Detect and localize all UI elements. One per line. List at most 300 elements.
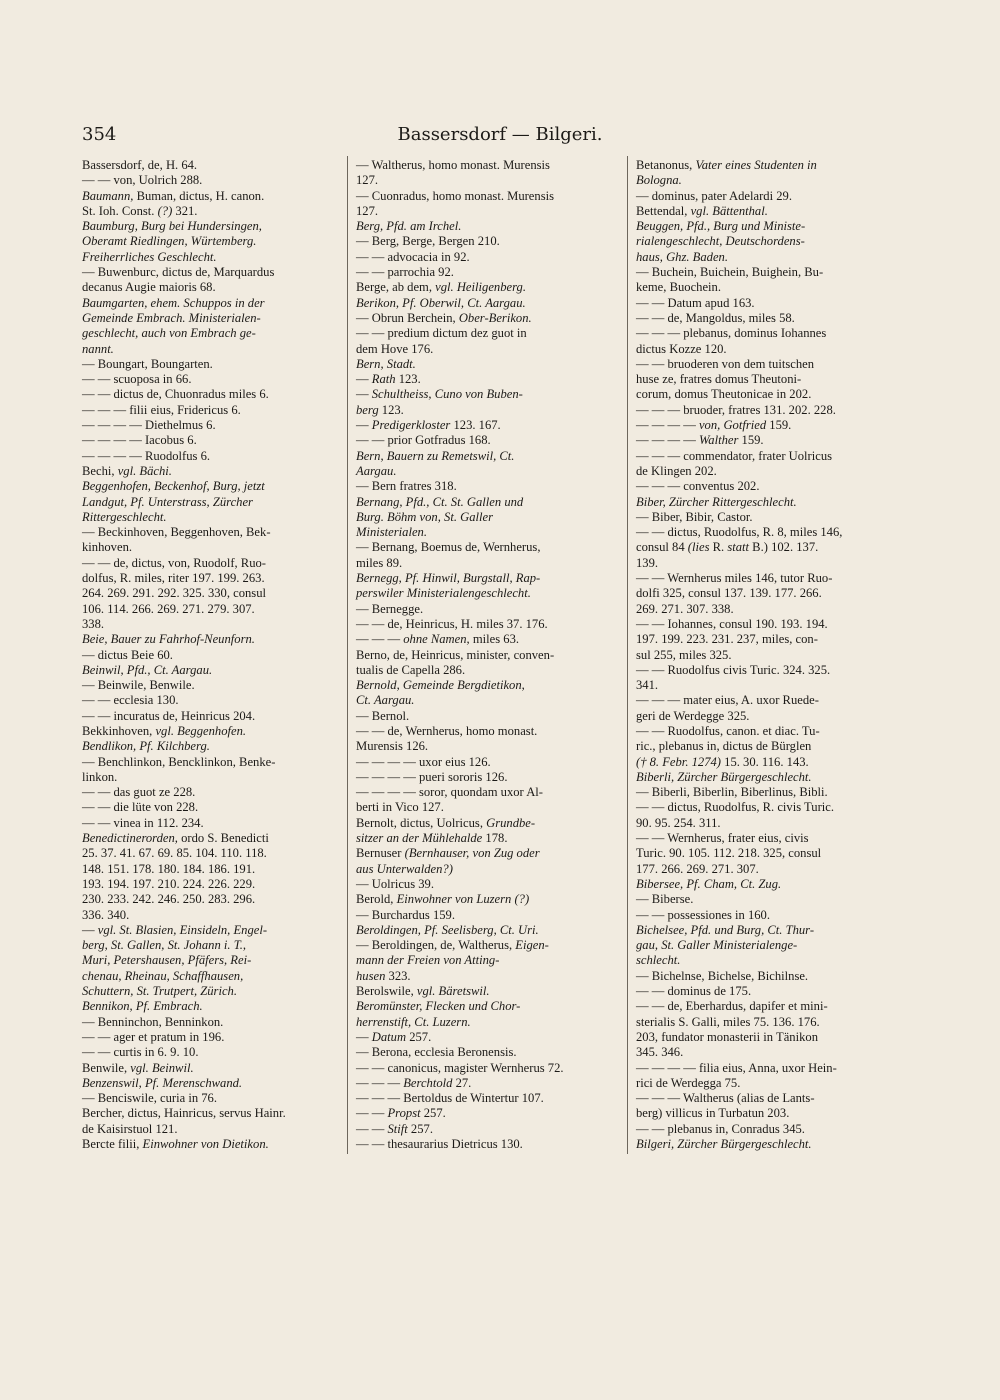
entry-segment: vgl. St. Blasien, Einsideln, Engel-	[97, 922, 268, 937]
entry-segment: Ober-Berikon.	[458, 310, 532, 325]
entry-segment: decanus Augie maioris 68.	[82, 280, 216, 295]
entry-segment: berg) villicus in Turbatun 203.	[636, 1106, 790, 1121]
entry-segment: — — prior Gotfradus 168.	[356, 433, 491, 448]
entry-segment: Rath	[371, 372, 396, 387]
entry-segment: berti in Vico 127.	[356, 800, 444, 815]
entry-segment: St. Ioh. Const.	[82, 203, 158, 218]
entry-segment: — — Wernherus, frater eius, civis	[636, 831, 809, 846]
entry-segment: Propst	[387, 1106, 421, 1121]
index-entry-line	[82, 846, 344, 861]
entry-segment: — — Ruodolfus civis Turic. 324. 325.	[636, 662, 831, 677]
entry-segment: Bernang, Pfd., Ct. St. Gallen und	[356, 494, 524, 509]
index-entry-line	[82, 433, 344, 448]
entry-segment: geschlecht, auch von Embrach ge-	[82, 326, 256, 341]
entry-segment: 338.	[82, 616, 105, 631]
entry-segment: linkon.	[82, 769, 118, 784]
index-column-1	[82, 158, 344, 1152]
index-entry-line	[82, 571, 344, 586]
index-entry-line	[636, 403, 898, 418]
entry-segment: — — dominus de 175.	[636, 984, 752, 999]
entry-segment: — — —	[356, 632, 404, 647]
entry-segment: — — — Waltherus (alias de Lants-	[636, 1091, 815, 1106]
index-entry-line	[356, 831, 618, 846]
index-entry-line	[636, 1061, 898, 1076]
column-divider	[347, 156, 348, 1154]
index-entry-line	[356, 189, 618, 204]
entry-segment: keme, Buochein.	[636, 280, 721, 295]
index-entry-line	[636, 846, 898, 861]
index-entry-line	[82, 250, 344, 265]
entry-segment: — Obrun Berchein,	[356, 310, 459, 325]
entry-segment: — — von, Uolrich 288.	[82, 173, 203, 188]
entry-segment: aus Unterwalden?)	[356, 861, 453, 876]
index-entry-line	[356, 372, 618, 387]
entry-segment: Bibersee, Pf. Cham, Ct. Zug.	[636, 876, 782, 891]
index-entry-line	[82, 800, 344, 815]
entry-segment: 203, fundator monasterii in Tänikon	[636, 1029, 818, 1044]
entry-segment: vgl. Heiligenberg.	[435, 280, 526, 295]
index-entry-line	[356, 953, 618, 968]
entry-segment: Aargau.	[356, 463, 397, 478]
index-entry-line	[82, 158, 344, 173]
entry-segment: Bichelsee, Pfd. und Burg, Ct. Thur-	[636, 922, 815, 937]
entry-segment: vgl. Bächi.	[117, 463, 172, 478]
entry-segment: — Bernegge.	[356, 601, 424, 616]
index-entry-line	[356, 785, 618, 800]
entry-segment: 257.	[420, 1106, 446, 1121]
index-entry-line	[82, 296, 344, 311]
entry-segment: — — — — soror, quondam uxor Al-	[356, 785, 543, 800]
index-entry-line	[82, 663, 344, 678]
index-entry-line	[356, 403, 618, 418]
entry-segment: consul 84	[636, 540, 688, 555]
entry-segment: — — — — filia eius, Anna, uxor Hein-	[636, 1060, 837, 1075]
index-entry-line	[356, 449, 618, 464]
entry-segment: Bern, Stadt.	[356, 356, 416, 371]
index-entry-line	[636, 678, 898, 693]
index-entry-line	[636, 663, 898, 678]
index-entry-line	[636, 479, 898, 494]
index-entry-line	[356, 586, 618, 601]
entry-segment: R.	[709, 540, 728, 555]
index-entry-line	[356, 387, 618, 402]
entry-segment: miles 89.	[356, 555, 403, 570]
entry-segment: — Biberse.	[636, 892, 694, 907]
entry-segment: — Bern fratres 318.	[356, 479, 457, 494]
entry-segment: — — de, Heinricus, H. miles 37. 176.	[356, 616, 548, 631]
entry-segment: ohne Namen,	[403, 632, 470, 647]
entry-segment: 25. 37. 41. 67. 69. 85. 104. 110. 118.	[82, 846, 267, 861]
index-entry-line	[356, 862, 618, 877]
index-entry-line	[636, 372, 898, 387]
entry-segment: Ministerialen.	[356, 525, 428, 540]
index-entry-line	[356, 556, 618, 571]
entry-segment: Berno, de, Heinricus, minister, conven-	[356, 647, 555, 662]
index-entry-line	[82, 326, 344, 341]
entry-segment: — — — — Ruodolfus 6.	[82, 448, 211, 463]
entry-segment: Bercte filii,	[82, 1137, 143, 1151]
index-entry-line	[356, 342, 618, 357]
index-entry-line	[636, 709, 898, 724]
entry-segment: dolfus, R. miles, riter 197. 199. 263.	[82, 571, 265, 586]
entry-segment: Rittergeschlecht.	[82, 509, 167, 524]
entry-segment: 177. 266. 269. 271. 307.	[636, 861, 759, 876]
entry-segment: — — — — pueri sororis 126.	[356, 769, 508, 784]
entry-segment: — — Iohannes, consul 190. 193. 194.	[636, 616, 828, 631]
column-divider	[627, 156, 628, 1154]
entry-segment: vgl. Bäretswil.	[416, 984, 490, 999]
index-entry-line	[356, 693, 618, 708]
index-entry-line	[636, 540, 898, 555]
index-entry-line	[82, 1015, 344, 1030]
entry-segment: 193. 194. 197. 210. 224. 226. 229.	[82, 876, 256, 891]
index-entry-line	[82, 556, 344, 571]
index-entry-line	[82, 464, 344, 479]
entry-segment: schlecht.	[636, 953, 681, 968]
entry-segment: — — Ruodolfus, canon. et diac. Tu-	[636, 723, 820, 738]
entry-segment: — — dictus, Ruodolfus, R. civis Turic.	[636, 800, 835, 815]
index-entry-line	[636, 648, 898, 663]
entry-segment: — Burchardus 159.	[356, 907, 455, 922]
index-entry-line	[82, 479, 344, 494]
entry-segment: Vater eines Studenten in	[695, 158, 817, 172]
index-entry-line	[356, 1122, 618, 1137]
index-entry-line	[636, 831, 898, 846]
entry-segment: Turic. 90. 105. 112. 218. 325, consul	[636, 846, 822, 861]
index-entry-line	[356, 479, 618, 494]
index-entry-line	[636, 800, 898, 815]
entry-segment: vgl. Beinwil.	[130, 1060, 194, 1075]
entry-segment: (Bernhauser, von Zug oder	[404, 846, 540, 861]
index-entry-line	[636, 495, 898, 510]
index-entry-line	[82, 755, 344, 770]
entry-segment: Beuggen, Pfd., Burg und Ministe-	[636, 219, 806, 234]
entry-segment: B.) 102. 137.	[749, 540, 819, 555]
index-entry-line	[82, 1076, 344, 1091]
entry-segment: — Berona, ecclesia Beronensis.	[356, 1045, 517, 1060]
entry-segment: — Biber, Bibir, Castor.	[636, 509, 753, 524]
entry-segment: Buman, dictus, H. canon.	[133, 188, 265, 203]
entry-segment: — —	[356, 1121, 388, 1136]
entry-segment: dem Hove 176.	[356, 341, 434, 356]
entry-segment: 178.	[482, 831, 508, 846]
entry-segment: Berg, Pfd. am Irchel.	[356, 219, 462, 234]
index-entry-line	[636, 953, 898, 968]
index-entry-line	[636, 892, 898, 907]
index-entry-line	[636, 433, 898, 448]
entry-segment: 106. 114. 266. 269. 271. 279. 307.	[82, 601, 255, 616]
entry-segment: — — —	[356, 1075, 404, 1090]
index-entry-line	[82, 280, 344, 295]
entry-segment: 159.	[738, 433, 764, 448]
entry-segment: — — ecclesia 130.	[82, 693, 179, 708]
entry-segment: 123. 167.	[450, 418, 501, 433]
index-entry-line	[636, 189, 898, 204]
entry-segment: — Cuonradus, homo monast. Murensis	[356, 188, 554, 203]
entry-segment: Predigerkloster	[371, 418, 451, 433]
entry-segment: — — thesaurarius Dietricus 130.	[356, 1137, 523, 1151]
entry-segment: — — predium dictum dez guot in	[356, 326, 527, 341]
entry-segment: 321.	[172, 203, 198, 218]
entry-segment: berg, St. Gallen, St. Johann i. T.,	[82, 938, 247, 953]
entry-segment: Stift	[387, 1121, 408, 1136]
index-entry-line	[82, 495, 344, 510]
index-entry-line	[636, 1030, 898, 1045]
entry-segment: — — — mater eius, A. uxor Ruede-	[636, 693, 819, 708]
entry-segment: — Uolricus 39.	[356, 876, 435, 891]
index-entry-line	[356, 1091, 618, 1106]
index-entry-line	[636, 158, 898, 173]
index-column-2	[356, 158, 618, 1152]
entry-segment: — Waltherus, homo monast. Murensis	[356, 158, 550, 172]
entry-segment: Baumann,	[82, 188, 134, 203]
index-entry-line	[356, 755, 618, 770]
index-entry-line	[82, 1061, 344, 1076]
entry-segment: 257.	[407, 1121, 433, 1136]
page-number: 354	[82, 124, 117, 145]
running-title: Bassersdorf — Bilgeri.	[397, 124, 603, 145]
entry-segment: Betanonus,	[636, 158, 696, 172]
index-entry-line	[356, 892, 618, 907]
index-entry-line	[356, 1061, 618, 1076]
entry-segment: — — dictus de, Chuonradus miles 6.	[82, 387, 269, 402]
index-entry-line	[356, 800, 618, 815]
entry-segment: dictus Kozze 120.	[636, 341, 727, 356]
entry-segment: — — vinea in 112. 234.	[82, 815, 204, 830]
index-entry-line	[82, 372, 344, 387]
entry-segment: — dominus, pater Adelardi 29.	[636, 188, 792, 203]
entry-segment: — Bernang, Boemus de, Wernherus,	[356, 540, 541, 555]
index-entry-line	[356, 984, 618, 999]
entry-segment: Einwohner von Dietikon.	[142, 1137, 269, 1151]
entry-segment: — Bernol.	[356, 708, 410, 723]
index-entry-line	[356, 1076, 618, 1091]
entry-segment: — — — — uxor eius 126.	[356, 754, 491, 769]
entry-segment: Baumburg, Burg bei Hundersingen,	[82, 219, 262, 234]
index-entry-line	[82, 969, 344, 984]
index-entry-line	[636, 938, 898, 953]
entry-segment: Berchtold	[403, 1075, 453, 1090]
entry-segment: corum, domus Theutonicae in 202.	[636, 387, 812, 402]
index-entry-line	[636, 877, 898, 892]
index-entry-line	[356, 617, 618, 632]
index-entry-line	[82, 510, 344, 525]
index-entry-line	[636, 204, 898, 219]
index-entry-line	[636, 265, 898, 280]
entry-segment: — Berg, Berge, Bergen 210.	[356, 234, 500, 249]
entry-segment: —	[356, 387, 372, 402]
entry-segment: — — — —	[636, 433, 699, 448]
index-entry-line	[356, 418, 618, 433]
index-entry-line	[636, 969, 898, 984]
entry-segment: († 8. Febr. 1274)	[636, 754, 721, 769]
index-entry-line	[82, 678, 344, 693]
index-entry-line	[82, 387, 344, 402]
entry-segment: — — — bruoder, fratres 131. 202. 228.	[636, 402, 836, 417]
index-entry-line	[636, 755, 898, 770]
index-entry-line	[356, 265, 618, 280]
entry-segment: — — Wernherus miles 146, tutor Ruo-	[636, 571, 833, 586]
entry-segment: rici de Werdegga 75.	[636, 1075, 741, 1090]
index-entry-line	[636, 1015, 898, 1030]
index-entry-line	[356, 923, 618, 938]
entry-segment: 264. 269. 291. 292. 325. 330, consul	[82, 586, 267, 601]
entry-segment: Bendlikon, Pf. Kilchberg.	[82, 739, 210, 754]
entry-segment: —	[82, 922, 98, 937]
index-entry-line	[636, 693, 898, 708]
entry-segment: mann der Freien von Atting-	[356, 953, 500, 968]
index-entry-line	[82, 923, 344, 938]
entry-segment: Bettendal,	[636, 203, 691, 218]
entry-segment: 159.	[766, 418, 792, 433]
index-entry-line	[356, 1030, 618, 1045]
index-entry-line	[356, 663, 618, 678]
index-entry-line	[356, 846, 618, 861]
index-entry-line	[82, 265, 344, 280]
index-entry-line	[636, 311, 898, 326]
entry-segment: 148. 151. 178. 180. 184. 186. 191.	[82, 861, 256, 876]
index-entry-line	[356, 816, 618, 831]
entry-segment: Schuttern, St. Trutpert, Zürich.	[82, 984, 237, 999]
entry-segment: Beroldingen, Pf. Seelisberg, Ct. Uri.	[356, 922, 539, 937]
index-entry-line	[356, 969, 618, 984]
index-entry-line	[356, 204, 618, 219]
entry-segment: — Benninchon, Benninkon.	[82, 1014, 224, 1029]
entry-segment: — — scuoposa in 66.	[82, 372, 192, 387]
index-entry-line	[636, 1091, 898, 1106]
index-entry-line	[636, 250, 898, 265]
index-entry-line	[82, 709, 344, 724]
index-entry-line	[636, 525, 898, 540]
index-entry-line	[82, 357, 344, 372]
index-entry-line	[82, 724, 344, 739]
index-entry-line	[356, 1045, 618, 1060]
index-entry-line	[356, 326, 618, 341]
entry-segment: huse ze, fratres domus Theutoni-	[636, 372, 802, 387]
index-entry-line	[636, 724, 898, 739]
index-entry-line	[82, 586, 344, 601]
entry-segment: Murensis 126.	[356, 739, 429, 754]
index-entry-line	[636, 571, 898, 586]
entry-segment: — Biberli, Biberlin, Biberlinus, Bibli.	[636, 785, 828, 800]
entry-segment: — Benciswile, curia in 76.	[82, 1091, 218, 1106]
entry-segment: Benwile,	[82, 1060, 131, 1075]
index-entry-line	[636, 770, 898, 785]
entry-segment: — — — Bertoldus de Wintertur 107.	[356, 1091, 544, 1106]
index-entry-line	[356, 311, 618, 326]
entry-segment: — Buchein, Buichein, Buighein, Bu-	[636, 265, 824, 280]
index-entry-line	[636, 1137, 898, 1152]
index-entry-line	[356, 999, 618, 1014]
entry-segment: —	[356, 418, 372, 433]
entry-segment: Berikon, Pf. Oberwil, Ct. Aargau.	[356, 295, 526, 310]
entry-segment: Biber, Zürcher Rittergeschlecht.	[636, 494, 797, 509]
entry-segment: Ct. Aargau.	[356, 693, 415, 708]
index-entry-line	[636, 999, 898, 1014]
entry-segment: rialengeschlecht, Deutschordens-	[636, 234, 805, 249]
index-entry-line	[636, 923, 898, 938]
entry-segment: Datum	[371, 1029, 407, 1044]
entry-segment: Schultheiss, Cuno von Buben-	[371, 387, 523, 402]
index-entry-line	[356, 1137, 618, 1152]
entry-segment: —	[356, 1029, 372, 1044]
index-entry-line	[636, 908, 898, 923]
entry-segment: Muri, Petershausen, Pfäfers, Rei-	[82, 953, 252, 968]
entry-segment: Oberamt Riedlingen, Würtemberg.	[82, 234, 257, 249]
entry-segment: 127.	[356, 173, 379, 188]
entry-segment: Berold,	[356, 892, 397, 907]
index-entry-line	[82, 999, 344, 1014]
entry-segment: 197. 199. 223. 231. 237, miles, con-	[636, 632, 818, 647]
entry-segment: — — — plebanus, dominus Iohannes	[636, 326, 827, 341]
index-entry-line	[356, 571, 618, 586]
entry-segment: Eigen-	[515, 938, 549, 953]
entry-segment: ric., plebanus in, dictus de Bürglen	[636, 739, 812, 754]
entry-segment: — — canonicus, magister Wernherus 72.	[356, 1060, 564, 1075]
entry-segment: 127.	[356, 203, 379, 218]
index-entry-line	[82, 173, 344, 188]
index-entry-line	[82, 938, 344, 953]
entry-segment: —	[356, 372, 372, 387]
index-entry-line	[82, 602, 344, 617]
index-column-3	[636, 158, 898, 1152]
entry-segment: Berolswile,	[356, 984, 417, 999]
entry-segment: — — possessiones in 160.	[636, 907, 770, 922]
index-entry-line	[356, 739, 618, 754]
index-entry-line	[356, 357, 618, 372]
entry-segment: Bechi,	[82, 463, 118, 478]
index-entry-line	[356, 433, 618, 448]
index-entry-line	[82, 1045, 344, 1060]
index-entry-line	[82, 831, 344, 846]
entry-segment: perswiler Ministerialengeschlecht.	[356, 586, 531, 601]
index-entry-line	[356, 724, 618, 739]
entry-segment: berg	[356, 402, 379, 417]
entry-segment: Benzenswil, Pf. Merenschwand.	[82, 1075, 243, 1090]
index-entry-line	[636, 296, 898, 311]
index-entry-line	[82, 648, 344, 663]
index-entry-line	[636, 464, 898, 479]
entry-segment: kinhoven.	[82, 540, 133, 555]
index-entry-line	[82, 1106, 344, 1121]
entry-segment: — — Datum apud 163.	[636, 295, 755, 310]
index-entry-line	[636, 862, 898, 877]
entry-segment: tualis de Capella 286.	[356, 662, 466, 677]
entry-segment: Bennikon, Pf. Embrach.	[82, 999, 203, 1014]
entry-segment: — — ager et pratum in 196.	[82, 1029, 225, 1044]
entry-segment: Biberli, Zürcher Bürgergeschlecht.	[636, 769, 812, 784]
entry-segment: — —	[356, 1106, 388, 1121]
index-entry-line	[82, 693, 344, 708]
entry-segment: Walther	[698, 433, 739, 448]
entry-segment: Grundbe-	[486, 815, 536, 830]
index-entry-line	[82, 816, 344, 831]
entry-segment: — Benchlinkon, Bencklinkon, Benke-	[82, 754, 276, 769]
entry-segment: 27.	[452, 1075, 472, 1090]
index-entry-line	[356, 1015, 618, 1030]
index-entry-line	[82, 219, 344, 234]
entry-segment: sitzer an der Mühlehalde	[356, 831, 483, 846]
index-entry-line	[356, 632, 618, 647]
index-entry-line	[636, 326, 898, 341]
index-entry-line	[82, 785, 344, 800]
index-entry-line	[636, 1106, 898, 1121]
entry-segment: Bernegg, Pf. Hinwil, Burgstall, Rap-	[356, 571, 541, 586]
entry-segment: Berge, ab dem,	[356, 280, 436, 295]
index-entry-line	[636, 816, 898, 831]
entry-segment: miles 63.	[469, 632, 520, 647]
entry-segment: 323.	[385, 968, 411, 983]
